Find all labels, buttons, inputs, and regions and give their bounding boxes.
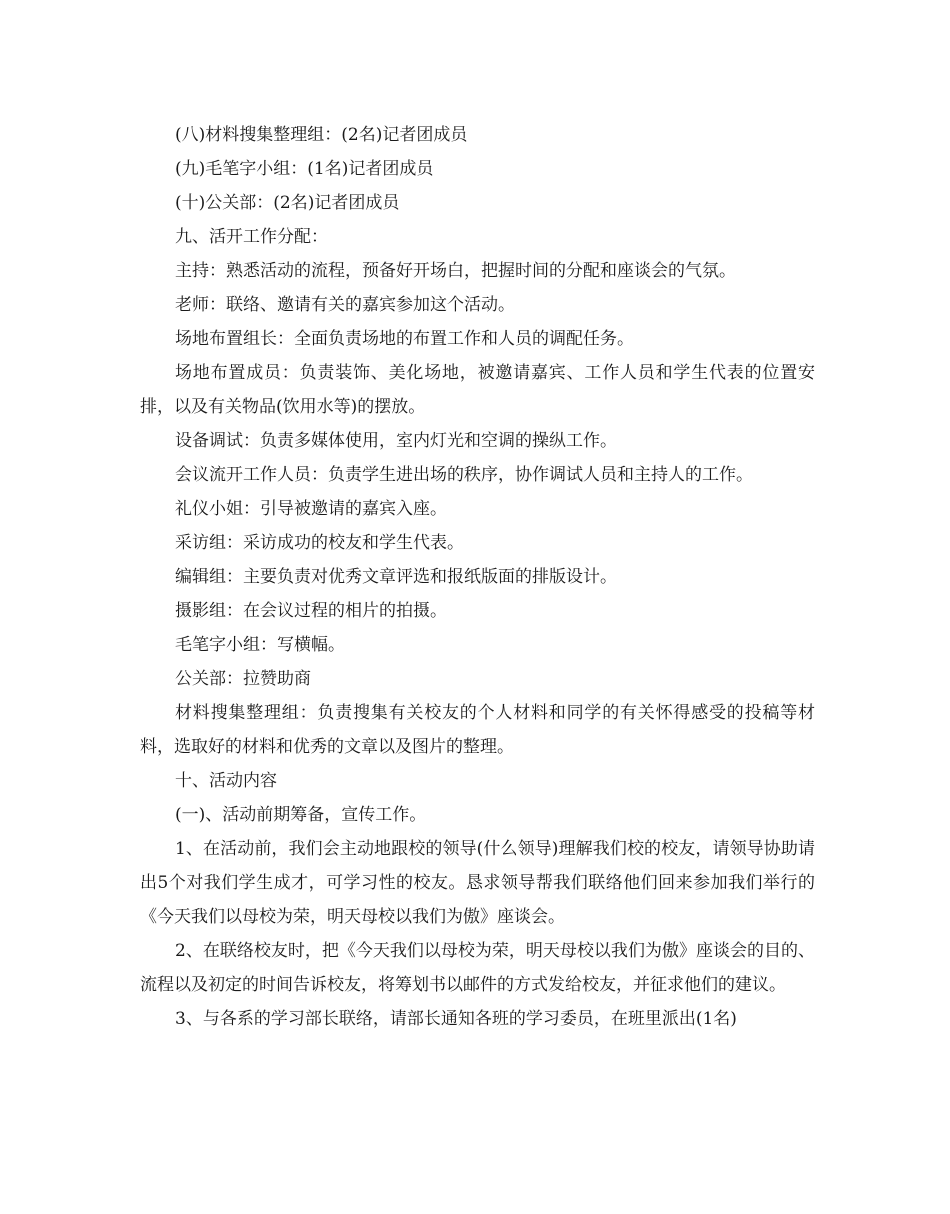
paragraph-host: 主持：熟悉活动的流程，预备好开场白，把握时间的分配和座谈会的气氛。 [175, 261, 736, 281]
paragraph-materials-task: 材料搜集整理组：负责搜集有关校友的个人材料和同学的有关怀得感受的投稿等材料，选取好的材料和优秀的文章以及图片的整理。 [140, 703, 815, 757]
document-body [140, 118, 815, 1036]
paragraph-pr-task: 公关部：拉赞助商 [175, 669, 311, 689]
paragraph-pr-department: (十)公关部：(2名)记者团成员 [175, 193, 400, 213]
paragraph-step-3: 3、与各系的学习部长联络，请部长通知各班的学习委员，在班里派出(1名) [175, 1009, 737, 1029]
subheading-preparation: (一)、活动前期筹备，宣传工作。 [175, 805, 427, 825]
paragraph-teacher: 老师：联络、邀请有关的嘉宾参加这个活动。 [175, 295, 515, 315]
paragraph-materials-group: (八)材料搜集整理组：(2名)记者团成员 [175, 125, 468, 145]
paragraph-editing-group: 编辑组：主要负责对优秀文章评选和报纸版面的排版设计。 [175, 567, 617, 587]
paragraph-etiquette: 礼仪小姐：引导被邀请的嘉宾入座。 [175, 499, 447, 519]
paragraph-interview-group: 采访组：采访成功的校友和学生代表。 [175, 533, 464, 553]
paragraph-equipment: 设备调试：负责多媒体使用，室内灯光和空调的操纵工作。 [175, 431, 617, 451]
paragraph-calligraphy-task: 毛笔字小组：写横幅。 [175, 635, 345, 655]
paragraph-step-1: 1、在活动前，我们会主动地跟校的领导(什么领导)理解我们校的校友，请领导协助请出5个对我们学生成才，可学习性的校友。恳求领导帮我们联络他们回来参加我们举行的《今天我们以母校为荣，明天母校以我们为傲》座谈会。 [140, 839, 815, 927]
paragraph-venue-leader: 场地布置组长：全面负责场地的布置工作和人员的调配任务。 [175, 329, 634, 349]
paragraph-calligraphy-group: (九)毛笔字小组：(1名)记者团成员 [175, 159, 434, 179]
paragraph-venue-members: 场地布置成员：负责装饰、美化场地，被邀请嘉宾、工作人员和学生代表的位置安排，以及有关物品(饮用水等)的摆放。 [140, 363, 815, 417]
section-heading-work-assignment: 九、活开工作分配： [175, 227, 328, 247]
section-heading-activity-content: 十、活动内容 [175, 771, 277, 791]
paragraph-step-2: 2、在联络校友时，把《今天我们以母校为荣，明天母校以我们为傲》座谈会的目的、流程以及初定的时间告诉校友，将筹划书以邮件的方式发给校友，并征求他们的建议。 [140, 941, 815, 995]
paragraph-photo-group: 摄影组：在会议过程的相片的拍摄。 [175, 601, 447, 621]
paragraph-meeting-staff: 会议流开工作人员：负责学生进出场的秩序，协作调试人员和主持人的工作。 [175, 465, 753, 485]
